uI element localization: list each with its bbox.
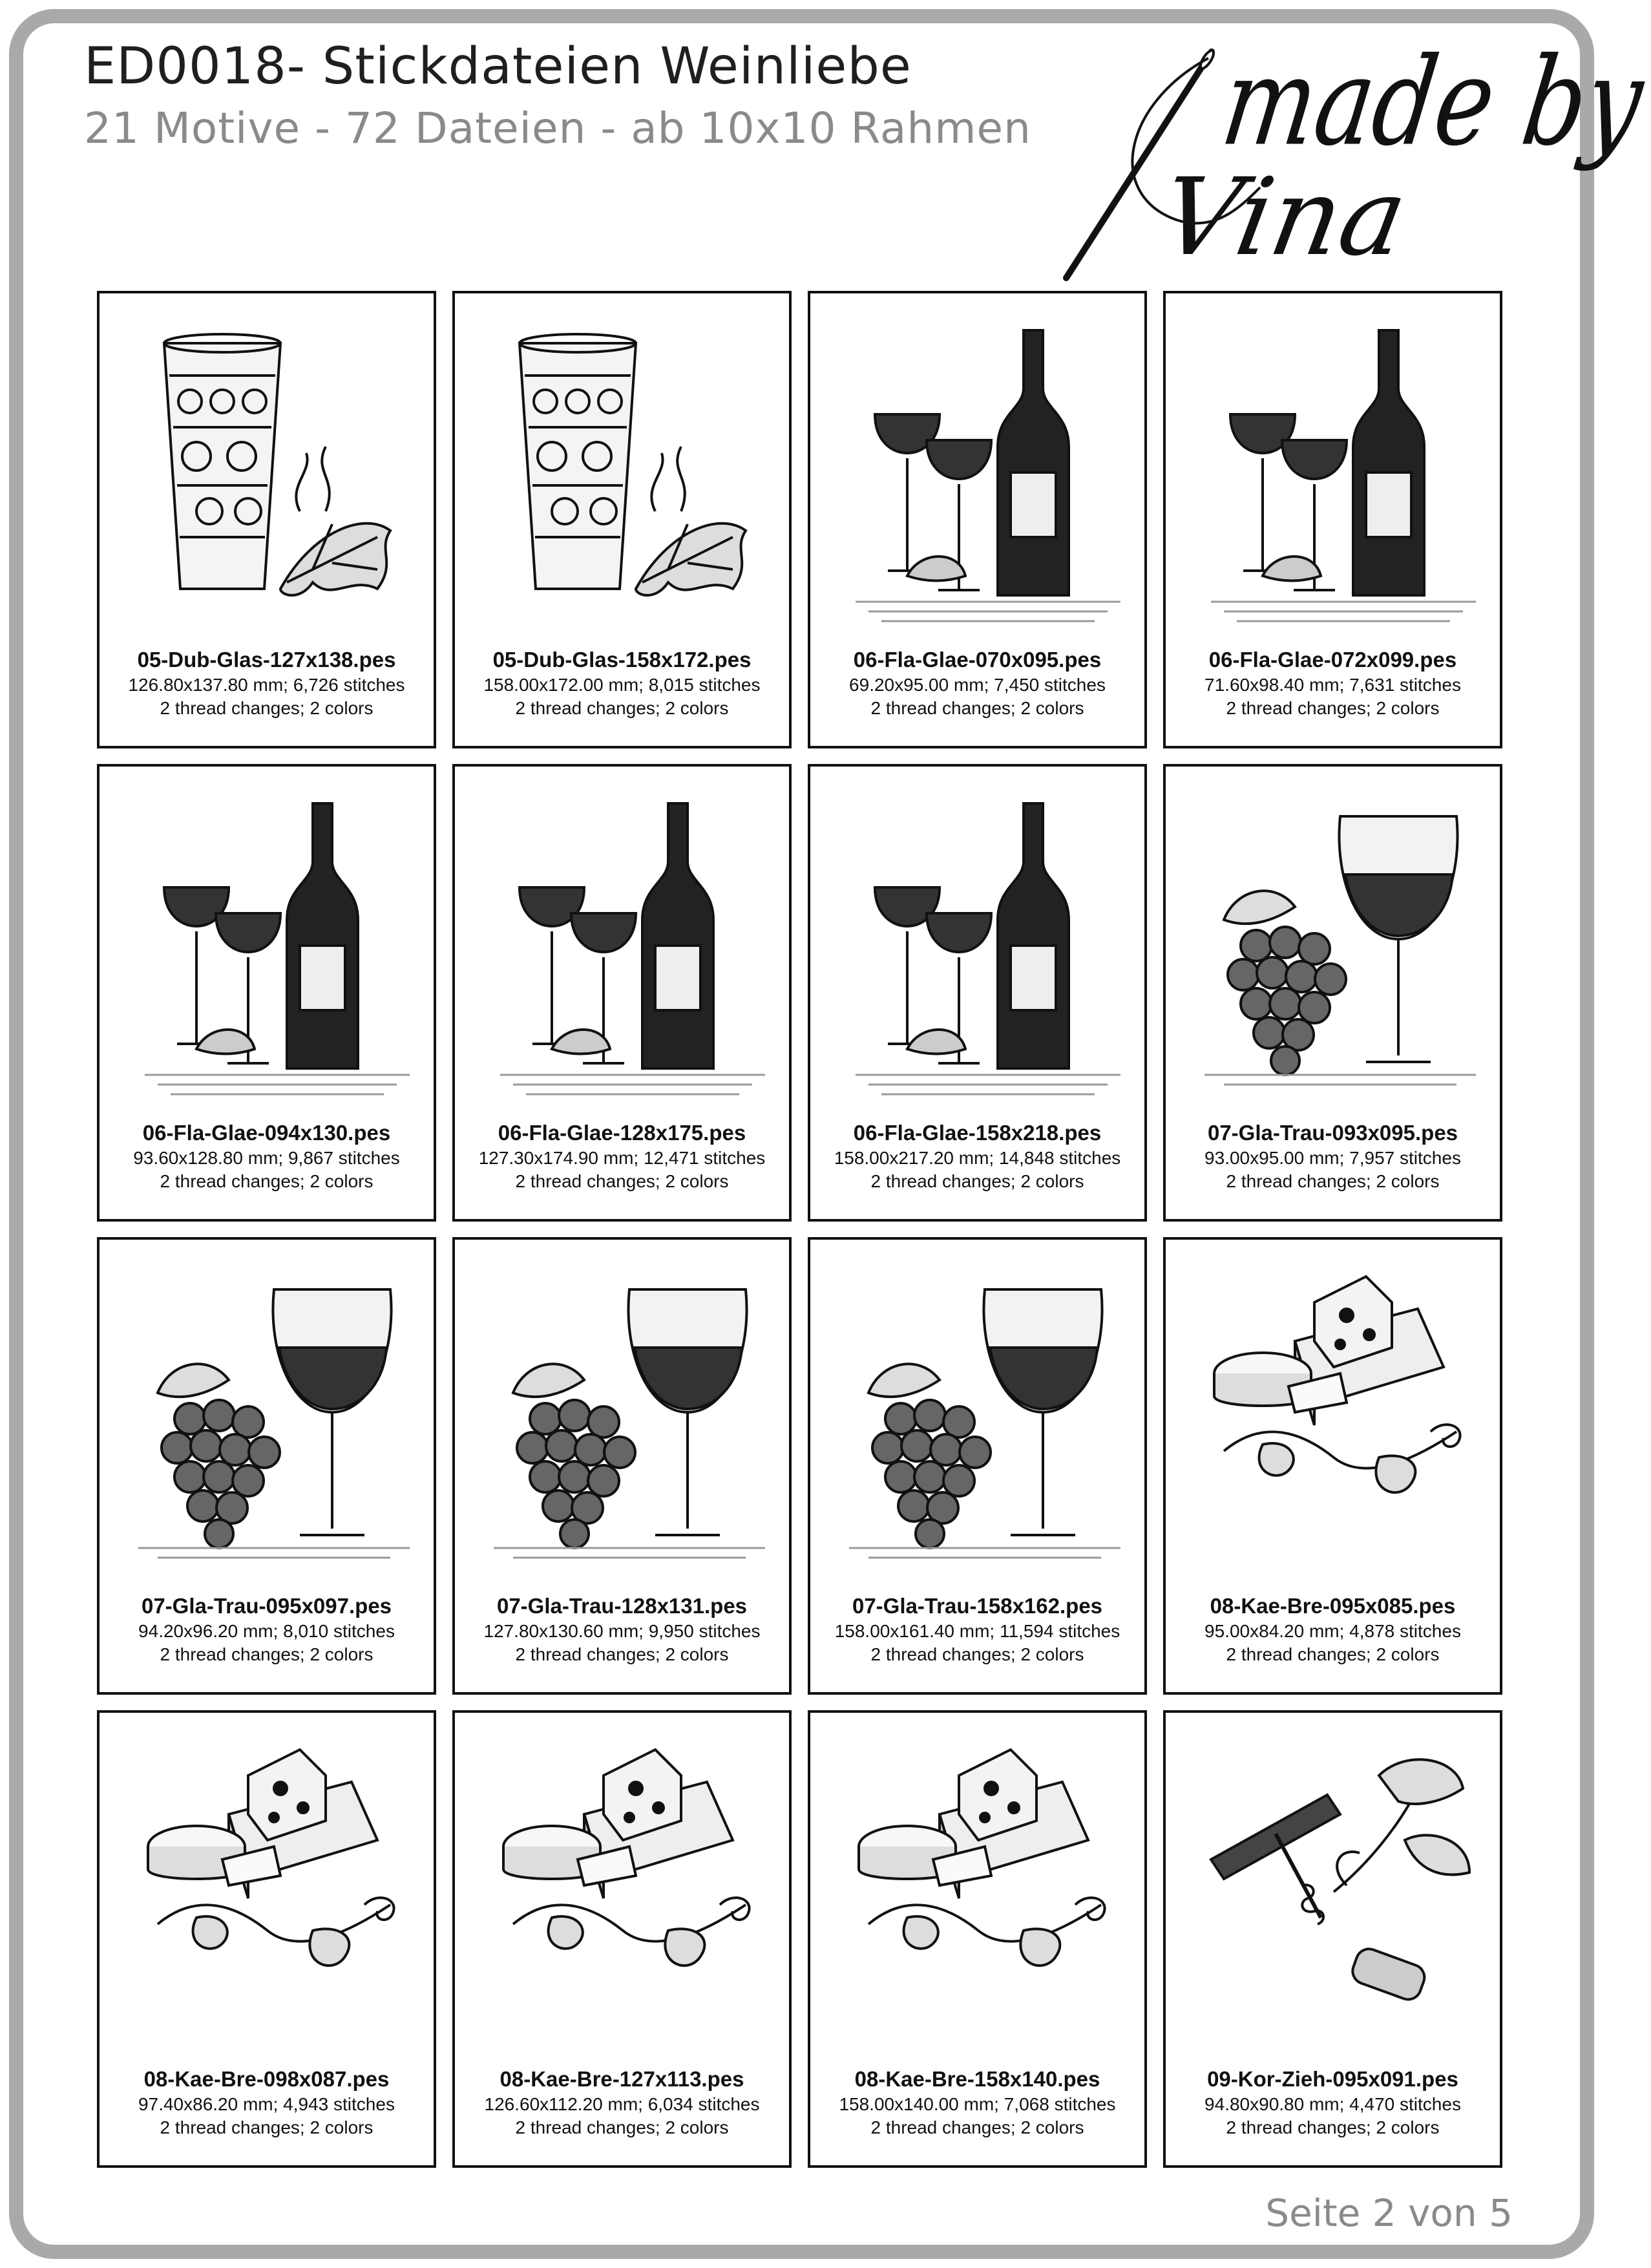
file-dimensions: 158.00x172.00 mm; 8,015 stitches — [483, 675, 761, 695]
file-dimensions: 71.60x98.40 mm; 7,631 stitches — [1204, 675, 1461, 695]
file-name: 06-Fla-Glae-072x099.pes — [1208, 648, 1457, 672]
grapes-illustration — [1185, 781, 1482, 1117]
cheese-illustration — [1185, 1254, 1482, 1590]
made-by-vina-logo — [1047, 26, 1651, 284]
cheese-illustration — [830, 1727, 1127, 2063]
file-thread-info: 2 thread changes; 2 colors — [515, 1171, 729, 1191]
file-thread-info: 2 thread changes; 2 colors — [515, 1644, 729, 1664]
file-name: 07-Gla-Trau-128x131.pes — [496, 1594, 748, 1618]
file-name: 06-Fla-Glae-158x218.pes — [853, 1121, 1102, 1145]
design-card — [1163, 1710, 1502, 2168]
file-dimensions: 97.40x86.20 mm; 4,943 stitches — [138, 2094, 395, 2114]
design-card — [97, 1710, 436, 2168]
file-dimensions: 126.60x112.20 mm; 6,034 stitches — [484, 2094, 760, 2114]
design-card — [97, 291, 436, 748]
bottle-illustration — [830, 308, 1127, 644]
grapes-illustration — [474, 1254, 772, 1590]
logo-made-by: made by — [1214, 32, 1651, 173]
design-card — [452, 1710, 792, 2168]
file-dimensions: 94.20x96.20 mm; 8,010 stitches — [138, 1621, 395, 1641]
file-name: 06-Fla-Glae-070x095.pes — [853, 648, 1102, 672]
design-card — [1163, 291, 1502, 748]
grapes-illustration — [830, 1254, 1127, 1590]
file-thread-info: 2 thread changes; 2 colors — [1226, 1171, 1440, 1191]
page-title: ED0018- Stickdateien Weinliebe — [84, 37, 912, 96]
file-thread-info: 2 thread changes; 2 colors — [870, 2117, 1084, 2137]
file-dimensions: 69.20x95.00 mm; 7,450 stitches — [849, 675, 1106, 695]
file-thread-info: 2 thread changes; 2 colors — [160, 2117, 373, 2137]
glass-illustration — [119, 308, 416, 644]
file-name: 08-Kae-Bre-158x140.pes — [854, 2067, 1100, 2091]
design-card — [808, 764, 1147, 1222]
file-name: 05-Dub-Glas-127x138.pes — [137, 648, 396, 672]
file-name: 07-Gla-Trau-093x095.pes — [1207, 1121, 1458, 1145]
file-thread-info: 2 thread changes; 2 colors — [870, 1644, 1084, 1664]
bottle-illustration — [474, 781, 772, 1117]
file-thread-info: 2 thread changes; 2 colors — [1226, 698, 1440, 718]
file-thread-info: 2 thread changes; 2 colors — [160, 698, 373, 718]
bottle-illustration — [1185, 308, 1482, 644]
design-card — [452, 764, 792, 1222]
file-thread-info: 2 thread changes; 2 colors — [515, 698, 729, 718]
file-name: 08-Kae-Bre-098x087.pes — [143, 2067, 390, 2091]
bottle-illustration — [119, 781, 416, 1117]
cheese-illustration — [474, 1727, 772, 2063]
design-card — [452, 291, 792, 748]
design-card — [808, 291, 1147, 748]
file-name: 07-Gla-Trau-095x097.pes — [141, 1594, 392, 1618]
page-subtitle: 21 Motive - 72 Dateien - ab 10x10 Rahmen — [84, 103, 1031, 153]
design-card — [452, 1237, 792, 1695]
grapes-illustration — [119, 1254, 416, 1590]
file-thread-info: 2 thread changes; 2 colors — [870, 698, 1084, 718]
design-card — [808, 1710, 1147, 2168]
logo-vina: Vina — [1152, 155, 1416, 279]
file-thread-info: 2 thread changes; 2 colors — [870, 1171, 1084, 1191]
file-name: 08-Kae-Bre-095x085.pes — [1210, 1594, 1456, 1618]
design-card — [97, 764, 436, 1222]
design-card — [808, 1237, 1147, 1695]
file-dimensions: 93.60x128.80 mm; 9,867 stitches — [133, 1148, 400, 1168]
design-card — [97, 1237, 436, 1695]
file-dimensions: 127.30x174.90 mm; 12,471 stitches — [478, 1148, 766, 1168]
file-name: 06-Fla-Glae-094x130.pes — [142, 1121, 391, 1145]
file-thread-info: 2 thread changes; 2 colors — [1226, 1644, 1440, 1664]
file-thread-info: 2 thread changes; 2 colors — [515, 2117, 729, 2137]
page-number: Seite 2 von 5 — [1265, 2191, 1513, 2235]
design-card — [1163, 764, 1502, 1222]
file-dimensions: 158.00x140.00 mm; 7,068 stitches — [839, 2094, 1116, 2114]
file-dimensions: 95.00x84.20 mm; 4,878 stitches — [1204, 1621, 1461, 1641]
design-card — [1163, 1237, 1502, 1695]
file-dimensions: 158.00x217.20 mm; 14,848 stitches — [834, 1148, 1121, 1168]
corkscrew-illustration — [1185, 1727, 1482, 2063]
file-name: 05-Dub-Glas-158x172.pes — [492, 648, 752, 672]
file-dimensions: 127.80x130.60 mm; 9,950 stitches — [483, 1621, 761, 1641]
file-name: 07-Gla-Trau-158x162.pes — [852, 1594, 1103, 1618]
file-thread-info: 2 thread changes; 2 colors — [1226, 2117, 1440, 2137]
file-thread-info: 2 thread changes; 2 colors — [160, 1644, 373, 1664]
file-dimensions: 158.00x161.40 mm; 11,594 stitches — [834, 1621, 1120, 1641]
bottle-illustration — [830, 781, 1127, 1117]
file-thread-info: 2 thread changes; 2 colors — [160, 1171, 373, 1191]
file-name: 08-Kae-Bre-127x113.pes — [500, 2067, 744, 2091]
file-dimensions: 94.80x90.80 mm; 4,470 stitches — [1204, 2094, 1461, 2114]
glass-illustration — [474, 308, 772, 644]
file-dimensions: 93.00x95.00 mm; 7,957 stitches — [1204, 1148, 1461, 1168]
file-dimensions: 126.80x137.80 mm; 6,726 stitches — [128, 675, 405, 695]
cheese-illustration — [119, 1727, 416, 2063]
file-name: 09-Kor-Zieh-095x091.pes — [1207, 2067, 1458, 2091]
file-name: 06-Fla-Glae-128x175.pes — [498, 1121, 746, 1145]
